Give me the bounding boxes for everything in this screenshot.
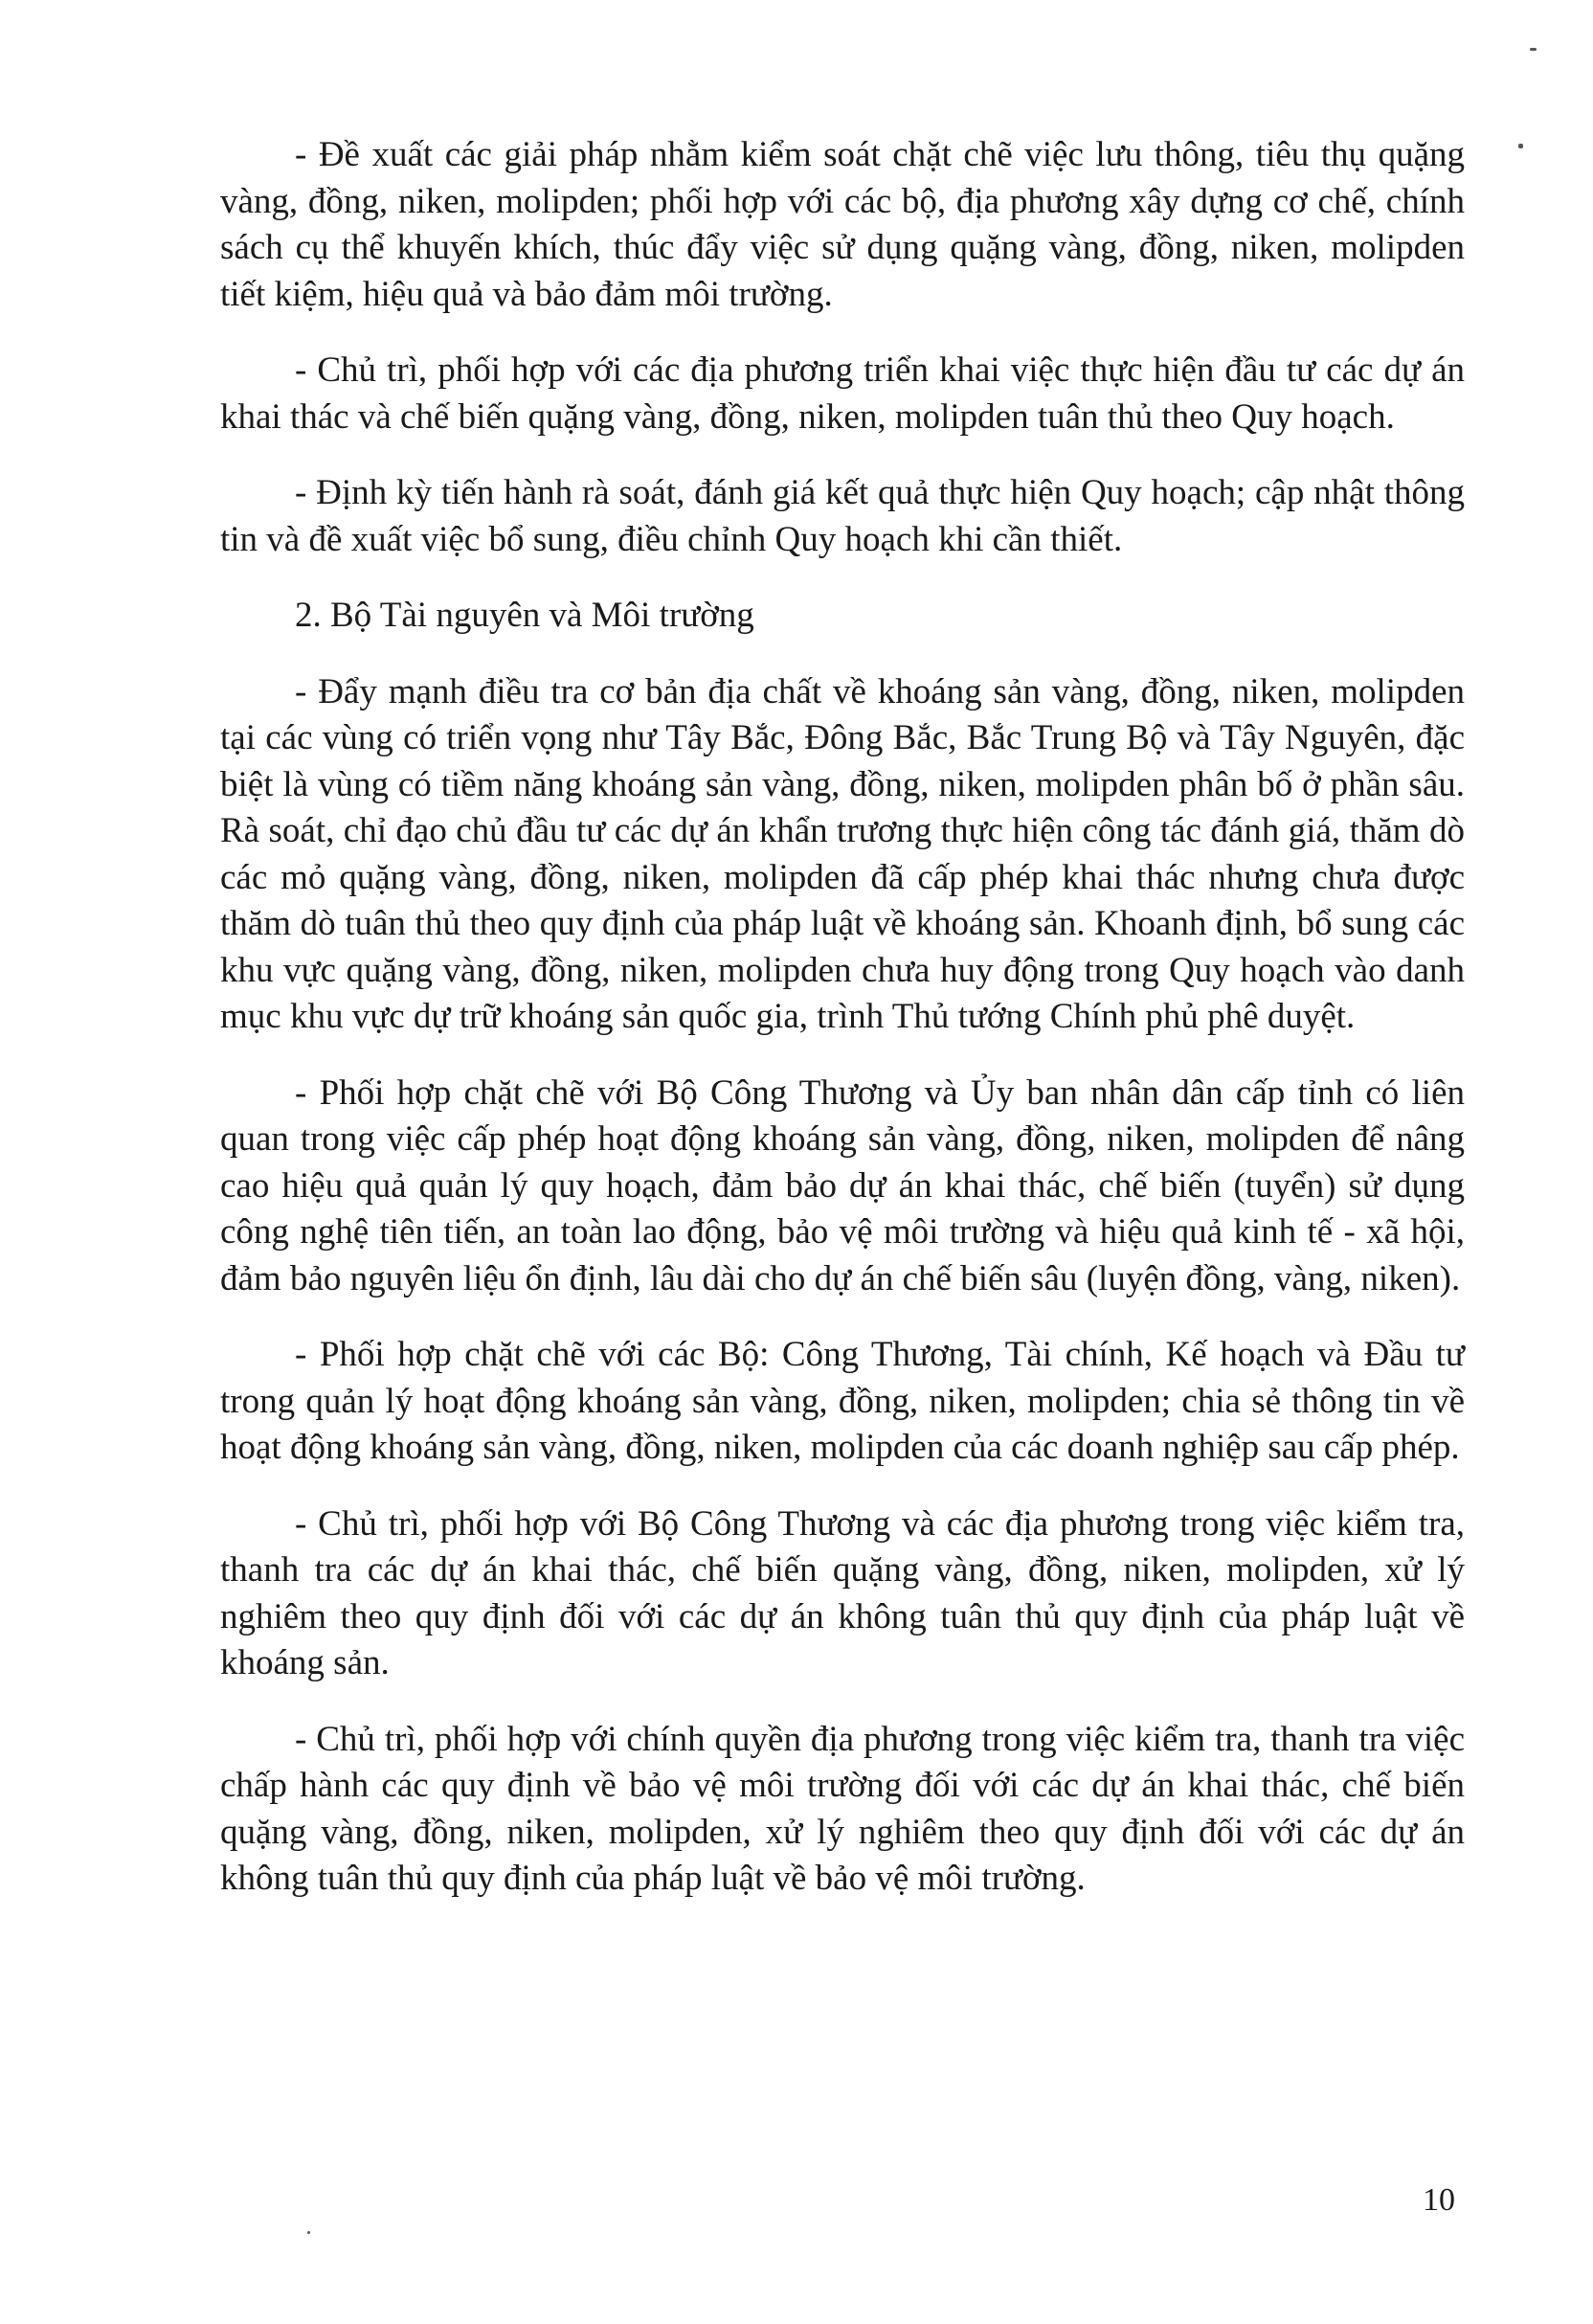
paragraph-proposal-controls: - Đề xuất các giải pháp nhằm kiểm soát chặt chẽ việc lưu thông, tiêu thụ quặng vàng, đồng, niken, molipden; phối hợp với các bộ, địa phương xây dựng cơ chế, chính sách cụ thể khuyến khích, thúc đẩy việc sử dụng quặng vàng, đồng, niken, molipden tiết kiệm, hiệu quả và bảo đảm môi trường. [220,135,1465,314]
paragraph-inspection-environment: - Chủ trì, phối hợp với chính quyền địa phương trong việc kiểm tra, thanh tra việc chấp hành các quy định về bảo vệ môi trường đối với các dự án khai thác, chế biến quặng vàng, đồng, niken, molipden, xử lý nghiêm theo quy định đối với các dự án không tuân thủ quy định của pháp luật về bảo vệ môi trường. [220,1719,1465,1898]
paragraph-coordinate-licensing: - Phối hợp chặt chẽ với Bộ Công Thương và Ủy ban nhân dân cấp tỉnh có liên quan trong việc cấp phép hoạt động khoáng sản vàng, đồng, niken, molipden để nâng cao hiệu quả quản lý quy hoạch, đảm bảo dự án khai thác, chế biến (tuyển) sử dụng công nghệ tiên tiến, an toàn lao động, bảo vệ môi trường và hiệu quả kinh tế - xã hội, đảm bảo nguyên liệu ổn định, lâu dài cho dự án chế biến sâu (luyện đồng, vàng, niken). [220,1072,1465,1298]
page-number: 10 [1423,2182,1455,2218]
scan-speck [1518,144,1523,148]
paragraph-implement-projects: - Chủ trì, phối hợp với các địa phương triển khai việc thực hiện đầu tư các dự án khai thác và chế biến quặng vàng, đồng, niken, molipden tuân thủ theo Quy hoạch. [220,350,1465,437]
paragraph-geological-survey: - Đẩy mạnh điều tra cơ bản địa chất về khoáng sản vàng, đồng, niken, molipden tại các vùng có triển vọng như Tây Bắc, Đông Bắc, Bắc Trung Bộ và Tây Nguyên, đặc biệt là vùng có tiềm năng khoáng sản vàng, đồng, niken, molipden phân bố ở phần sâu. Rà soát, chỉ đạo chủ đầu tư các dự án khẩn trương thực hiện công tác đánh giá, thăm dò các mỏ quặng vàng, đồng, niken, molipden đã cấp phép khai thác nhưng chưa được thăm dò tuân thủ theo quy định của pháp luật về khoáng sản. Khoanh định, bổ sung các khu vực quặng vàng, đồng, niken, molipden chưa huy động trong Quy hoạch vào danh mục khu vực dự trữ khoáng sản quốc gia, trình Thủ tướng Chính phủ phê duyệt. [220,671,1465,1036]
scan-speck [307,2231,310,2234]
scan-speck [1530,48,1537,51]
paragraph-inspection-mining: - Chủ trì, phối hợp với Bộ Công Thương và các địa phương trong việc kiểm tra, thanh tra các dự án khai thác, chế biến quặng vàng, đồng, niken, molipden, xử lý nghiêm theo quy định đối với các dự án không tuân thủ quy định của pháp luật về khoáng sản. [220,1503,1465,1682]
paragraph-coordinate-ministries: - Phối hợp chặt chẽ với các Bộ: Công Thương, Tài chính, Kế hoạch và Đầu tư trong quản lý hoạt động khoáng sản vàng, đồng, niken, molipden; chia sẻ thông tin về hoạt động khoáng sản vàng, đồng, niken, molipden của các doanh nghiệp sau cấp phép. [220,1335,1465,1467]
document-body [220,132,1465,1932]
paragraph-periodic-review: - Định kỳ tiến hành rà soát, đánh giá kết quả thực hiện Quy hoạch; cập nhật thông tin và đề xuất việc bổ sung, điều chỉnh Quy hoạch khi cần thiết. [220,473,1465,559]
section-heading-ministry-natural-resources: 2. Bộ Tài nguyên và Môi trường [295,596,754,635]
